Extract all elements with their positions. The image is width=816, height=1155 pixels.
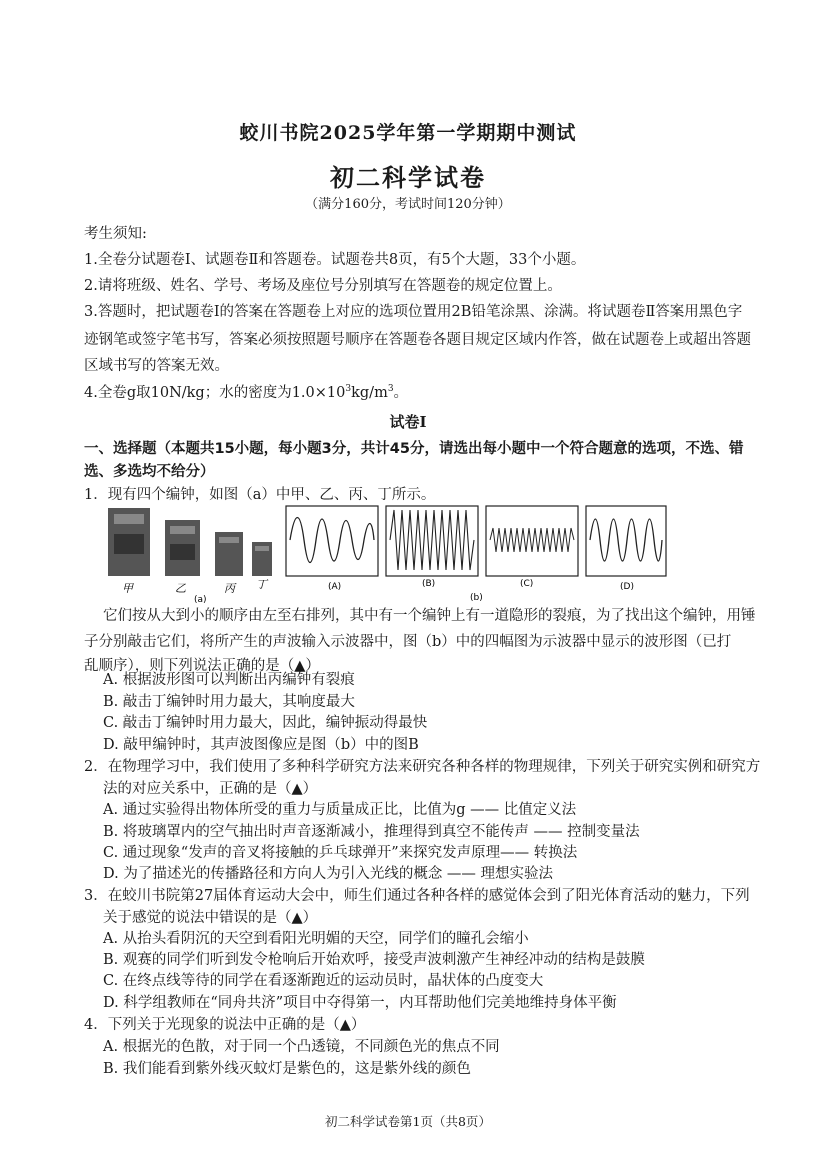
wave-b: [390, 510, 474, 570]
q1-stem: 1．现有四个编钟，如图（a）中甲、乙、丙、丁所示。: [84, 487, 436, 503]
bell-ding: [252, 542, 272, 576]
q2-text-1: 2．在物理学习中，我们使用了多种科学研究方法来研究各种各样的物理规律，下列关于研究实例和研究方: [84, 759, 761, 775]
notice-item-1: 1.全卷分试题卷Ⅰ、试题卷Ⅱ和答题卷。试题卷共8页，有5个大题，33个小题。: [84, 252, 586, 268]
notice-item-4: 4.全卷g取10N/kg；水的密度为$1.0\times 10^3kg/m^3$。: [84, 384, 409, 401]
q3-option-d: D. 科学组教师在“同舟共济”项目中夺得第一，内耳帮助他们完美地维持身体平衡: [103, 995, 617, 1011]
bells-caption: (a): [194, 595, 207, 605]
notice-item-3-cont2: 区域书写的答案无效。: [84, 358, 229, 374]
bell-jia: [108, 508, 150, 576]
q1-option-a: A. 根据波形图可以判断出丙编钟有裂痕: [103, 672, 355, 688]
wave-label-c: (C): [520, 579, 534, 589]
q3-option-c: C. 在终点线等待的同学在看逐渐跑近的运动员时，晶状体的凸度变大: [103, 973, 544, 989]
q3-option-b: B. 观赛的同学们听到发令枪响后开始欢呼，接受声波刺激产生神经冲动的结构是鼓膜: [103, 952, 645, 968]
exam-title: 蛟川书院2025学年第一学期期中测试: [239, 122, 577, 144]
exam-subtitle: 初二科学试卷: [330, 163, 486, 192]
notice-item-3-cont: 迹钢笔或签字笔书写，答案必须按照题号顺序在答题卷各题目规定区域内作答，做在试题卷上或超出答题: [84, 332, 751, 348]
q3-text-1: 3．在蛟川书院第27届体育运动大会中，师生们通过各种各样的感觉体会到了阳光体育活动的魅力，下列: [84, 888, 750, 904]
q2-option-a: A. 通过实验得出物体所受的重力与质量成正比，比值为g —— 比值定义法: [103, 802, 577, 818]
wave-label-b: (B): [422, 579, 436, 589]
q1-figure-svg: [100, 500, 670, 605]
wave-box-c: [486, 506, 578, 576]
q3-option-a: A. 从抬头看阴沉的天空到看阳光明媚的天空，同学们的瞳孔会缩小: [103, 931, 529, 947]
q2-text-2: 法的对应关系中，正确的是（▲）: [103, 781, 318, 797]
page-footer: 初二科学试卷第1页（共8页）: [325, 1114, 491, 1129]
exam-scoring: （满分160分，考试时间120分钟）: [305, 197, 511, 212]
q1-option-d: D. 敲甲编钟时，其声波图像应是图（b）中的图B: [103, 737, 419, 753]
part1-heading-cont: 选、多选均不给分）: [84, 464, 215, 480]
bell-label-bing: 丙: [224, 582, 235, 595]
wave-label-d: (D): [620, 582, 634, 592]
notice-item-3: 3.答题时，把试题卷Ⅰ的答案在答题卷上对应的选项位置用2B铅笔涂黑、涂满。将试题卷Ⅱ答案用黑色字: [84, 304, 743, 320]
bell-label-yi: 乙: [175, 582, 186, 595]
wave-a: [290, 518, 374, 563]
q1-option-b: B. 敲击丁编钟时用力最大，其响度最大: [103, 694, 355, 710]
q2-option-c: C. 通过现象“发声的音叉将接触的乒乓球弹开”来探究发声原理—— 转换法: [103, 845, 578, 861]
bell-yi: [165, 520, 200, 576]
wave-label-a: (A): [328, 582, 342, 592]
bell-bing: [215, 532, 243, 576]
q3-text-2: 关于感觉的说法中错误的是（▲）: [103, 910, 318, 926]
q4-option-b: B. 我们能看到紫外线灭蚊灯是紫色的，这是紫外线的颜色: [103, 1061, 471, 1077]
bell-label-jia: 甲: [122, 582, 133, 595]
q2-option-d: D. 为了描述光的传播路径和方向人为引入光线的概念 —— 理想实验法: [103, 866, 554, 882]
q2-option-b: B. 将玻璃罩内的空气抽出时声音逐渐减小，推理得到真空不能传声 —— 控制变量法: [103, 824, 640, 840]
wave-c: [490, 528, 574, 552]
part1-heading: 一、选择题（本题共15小题，每小题3分，共计45分，请选出每小题中一个符合题意的选项，不选、错: [84, 441, 744, 457]
notice-item-2: 2.请将班级、姓名、学号、考场及座位号分别填写在答题卷的规定位置上。: [84, 278, 562, 294]
waves-caption: (b): [470, 593, 483, 603]
q1-text-1: 它们按从大到小的顺序由左至右排列，其中有一个编钟上有一道隐形的裂痕，为了找出这个编钟，用锤: [103, 608, 756, 624]
q1-figure: [100, 500, 670, 605]
wave-d: [590, 519, 662, 561]
q1-text-3: 乱顺序），则下列说法正确的是（▲）: [84, 658, 320, 674]
q1-option-c: C. 敲击丁编钟时用力最大，因此，编钟振动得最快: [103, 715, 428, 731]
q1-text-2: 子分别敲击它们，将所产生的声波输入示波器中，图（b）中的四幅图为示波器中显示的波形图（已打: [84, 634, 732, 650]
notice-heading: 考生须知:: [84, 226, 147, 242]
q4-option-a: A. 根据光的色散，对于同一个凸透镜，不同颜色光的焦点不同: [103, 1039, 500, 1055]
q4-text-1: 4．下列关于光现象的说法中正确的是（▲）: [84, 1017, 366, 1033]
section-title: 试卷Ⅰ: [389, 413, 427, 431]
bell-label-ding: 丁: [256, 578, 267, 591]
